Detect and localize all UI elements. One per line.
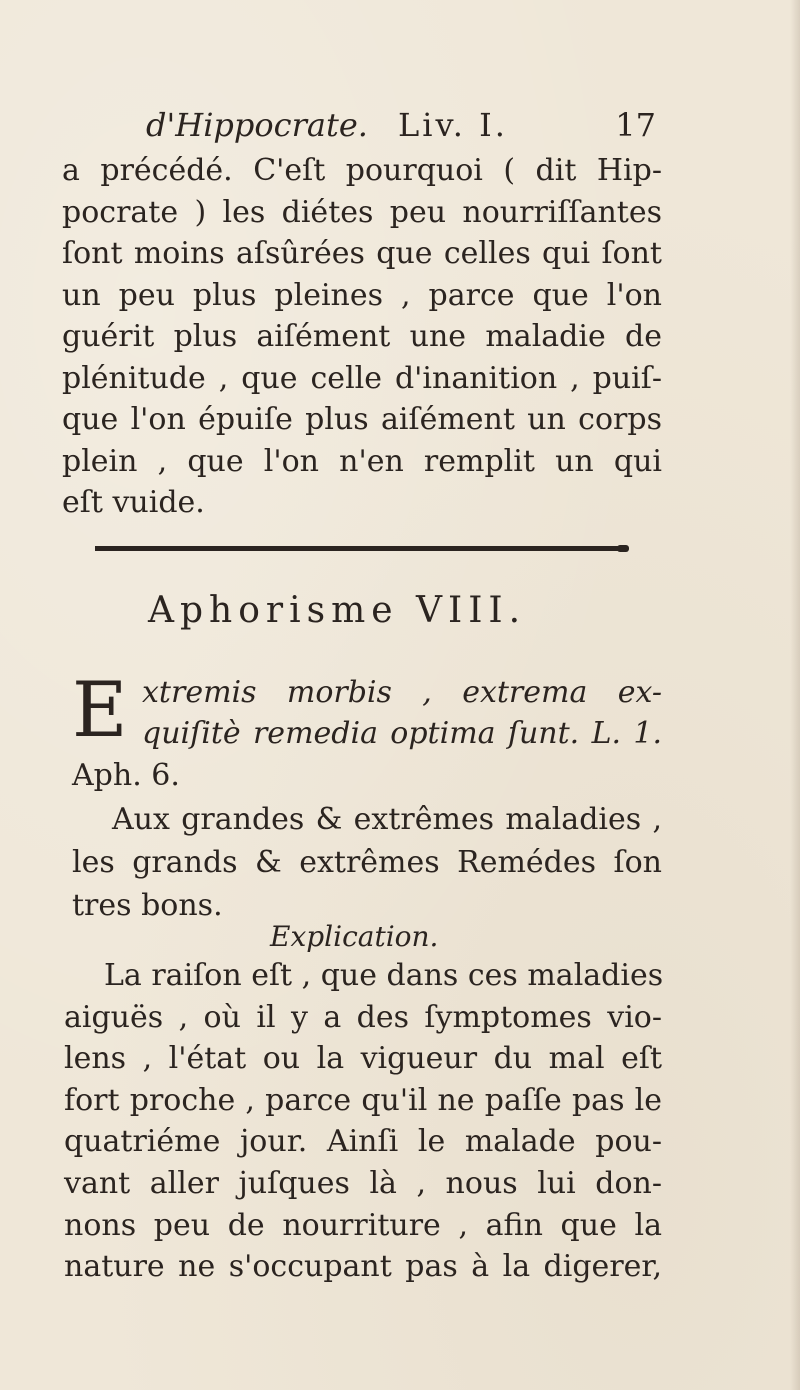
running-head-center: Liv. I. — [398, 106, 508, 144]
explication-line: fort proche , parce qu'il ne paſſe pas le — [64, 1082, 662, 1118]
explication-line: vant aller juſques là , nous lui don- — [64, 1165, 662, 1201]
explication-text — [64, 955, 662, 1288]
latin-line: quiſitè remedia optima ſunt. L. 1. — [142, 716, 662, 751]
explication-line: La raiſon eſt , que dans ces maladies — [104, 958, 664, 993]
latin-reference: Aph. 6. — [72, 758, 180, 793]
explication-title: Explication. — [270, 920, 439, 953]
latin-text — [142, 672, 662, 754]
text-line: que l'on épuiſe plus aiſément un corps — [62, 402, 662, 437]
text-line: a précédé. C'eſt pourquoi ( dit Hip- — [62, 153, 662, 188]
drop-cap-letter: E — [72, 665, 128, 754]
top-paragraph — [62, 150, 662, 524]
text-line: guérit plus aiſément une maladie de — [62, 319, 662, 354]
section-divider-rule — [95, 546, 625, 551]
french-line: Aux grandes & extrêmes maladies , — [112, 802, 662, 837]
explication-line: lens , l'état ou la vigueur du mal eſt — [64, 1041, 662, 1077]
explication-line: nature ne s'occupant pas à la digerer, — [64, 1249, 662, 1285]
page-edge-shadow — [790, 0, 800, 1390]
running-head — [62, 100, 662, 150]
text-line: un peu plus pleines , parce que l'on — [62, 277, 662, 313]
explication-line: quatriéme jour. Ainſi le malade pou- — [64, 1124, 662, 1160]
french-line: les grands & extrêmes Remédes ſon — [72, 845, 662, 880]
text-line: pocrate ) les diétes peu nourriſſantes — [62, 194, 662, 230]
page-content — [62, 100, 662, 524]
latin-line: xtremis morbis , extrema ex- — [142, 675, 662, 710]
aphorism-title: Aphorisme VIII. — [148, 590, 527, 631]
page-number: 17 — [615, 106, 656, 144]
text-line: ſont moins aſsûrées que celles qui ſont — [62, 236, 662, 271]
text-line: plénitude , que celle d'inanition , puiſ- — [62, 360, 662, 396]
explication-line: nons peu de nourriture , afin que la — [64, 1207, 662, 1243]
french-translation — [72, 798, 662, 927]
text-line: plein , que l'on n'en remplit un qui — [62, 443, 662, 479]
section-divider-end — [617, 545, 629, 552]
text-line: eſt vuide. — [62, 485, 205, 520]
running-head-left: d'Hippocrate. — [146, 106, 368, 144]
explication-line: aiguës , où il y a des ſymptomes vio- — [64, 999, 662, 1035]
french-line: tres bons. — [72, 888, 223, 923]
